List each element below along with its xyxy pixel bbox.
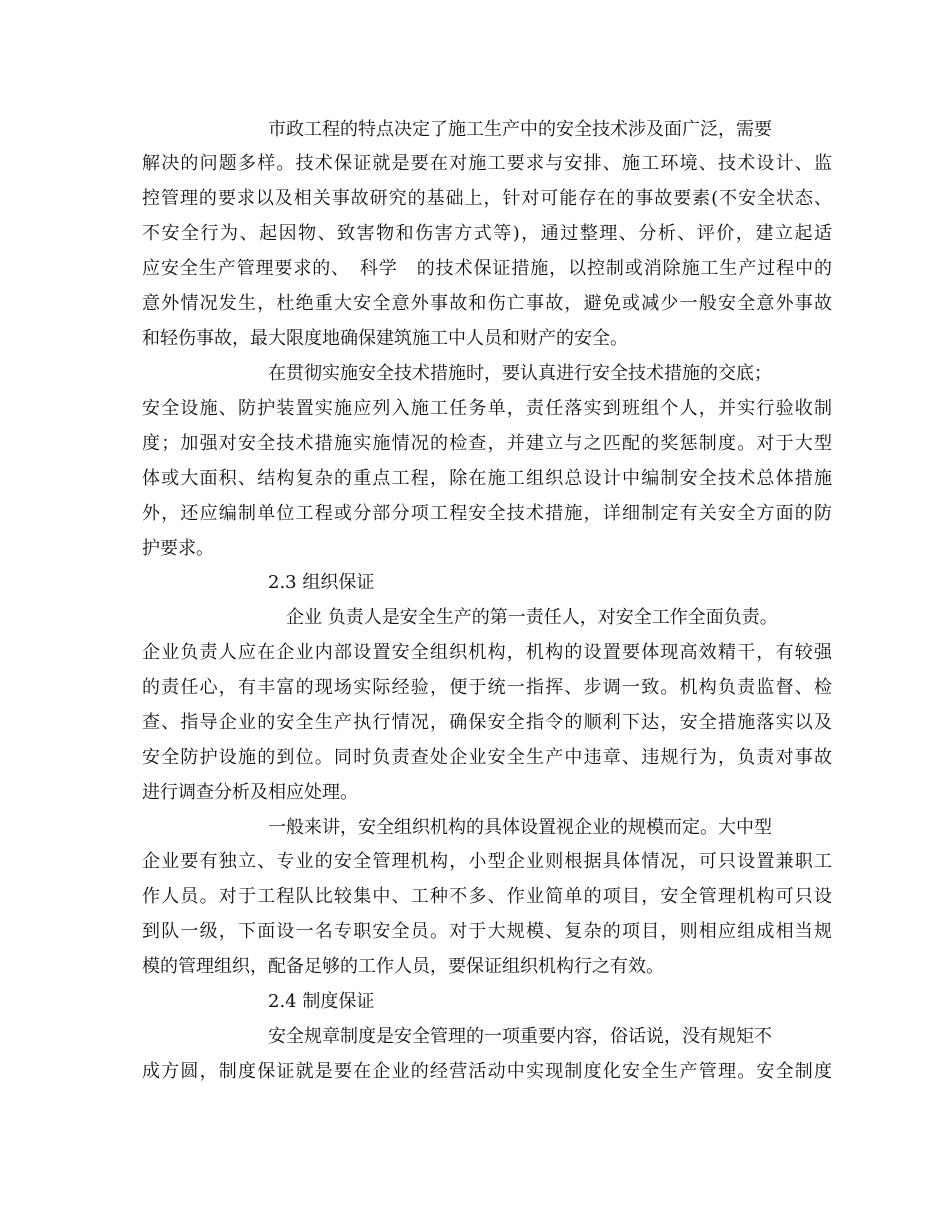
- paragraph-line: 企业 负责人是安全生产的第一责任人，对安全工作全面负责。: [142, 607, 778, 628]
- paragraph-line: 作人员。对于工程队比较集中、工种不多、作业简单的项目，安全管理机构可只设: [142, 886, 832, 907]
- paragraph-line: 体或大面积、结构复杂的重点工程，除在施工组织总设计中编制安全技术总体措施: [142, 468, 832, 489]
- paragraph-line: 外，还应编制单位工程或分部分项工程安全技术措施，详细制定有关安全方面的防: [142, 503, 832, 524]
- paragraph-line: 安全规章制度是安全管理的一项重要内容，俗话说，没有规矩不: [142, 1026, 772, 1047]
- paragraph-line: 的责任心，有丰富的现场实际经验，便于统一指挥、步调一致。机构负责监督、检: [142, 677, 832, 698]
- paragraph-line: 解决的问题多样。技术保证就是要在对施工要求与安排、施工环境、技术设计、监: [142, 153, 832, 174]
- paragraph-line: 护要求。: [142, 538, 214, 559]
- paragraph-line: 进行调查分析及相应处理。: [142, 782, 358, 803]
- paragraph-line: 一般来讲，安全组织机构的具体设置视企业的规模而定。大中型: [142, 817, 772, 838]
- paragraph-line: 企业要有独立、专业的安全管理机构，小型企业则根据具体情况，可只设置兼职工: [142, 851, 832, 872]
- paragraph-line: 企业负责人应在企业内部设置安全组织机构，机构的设置要体现高效精干，有较强: [142, 642, 832, 663]
- paragraph-line: 应安全生产管理要求的、 科学 的技术保证措施，以控制或消除施工生产过程中的: [142, 258, 832, 279]
- section-heading: 2.3 组织保证: [142, 572, 375, 593]
- section-heading: 2.4 制度保证: [142, 991, 375, 1012]
- paragraph-line: 在贯彻实施安全技术措施时，要认真进行安全技术措施的交底；: [142, 363, 772, 384]
- paragraph-line: 控管理的要求以及相关事故研究的基础上，针对可能存在的事故要素(不安全状态、: [142, 188, 832, 209]
- paragraph-line: 成方圆，制度保证就是要在企业的经营活动中实现制度化安全生产管理。安全制度: [142, 1061, 832, 1082]
- paragraph-line: 查、指导企业的安全生产执行情况，确保安全指令的顺利下达，安全措施落实以及: [142, 712, 832, 733]
- paragraph-line: 模的管理组织，配备足够的工作人员，要保证组织机构行之有效。: [142, 956, 664, 977]
- paragraph-line: 市政工程的特点决定了施工生产中的安全技术涉及面广泛，需要: [142, 119, 772, 140]
- paragraph-line: 到队一级，下面设一名专职安全员。对于大规模、复杂的项目，则相应组成相当规: [142, 921, 832, 942]
- paragraph-line: 不安全行为、起因物、致害物和伤害方式等)，通过整理、分析、评价，建立起适: [142, 223, 832, 244]
- paragraph-line: 和轻伤事故，最大限度地确保建筑施工中人员和财产的安全。: [142, 328, 628, 349]
- paragraph-line: 安全设施、防护装置实施应列入施工任务单，责任落实到班组个人，并实行验收制: [142, 398, 832, 419]
- paragraph-line: 意外情况发生，杜绝重大安全意外事故和伤亡事故，避免或减少一般安全意外事故: [142, 293, 832, 314]
- paragraph-line: 安全防护设施的到位。同时负责查处企业安全生产中违章、违规行为，负责对事故: [142, 747, 832, 768]
- paragraph-line: 度；加强对安全技术措施实施情况的检查，并建立与之匹配的奖惩制度。对于大型: [142, 433, 832, 454]
